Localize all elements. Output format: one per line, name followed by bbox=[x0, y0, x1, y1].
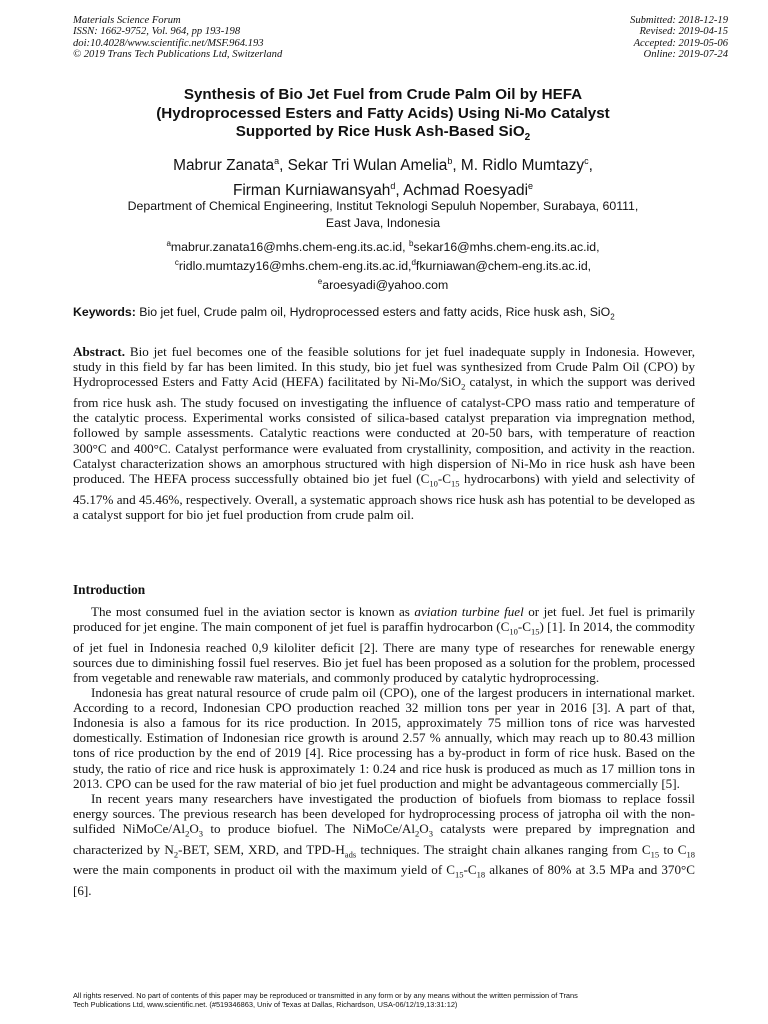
copyright-footer bbox=[73, 992, 713, 1009]
author-list bbox=[73, 151, 693, 201]
footer-line: Tech Publications Ltd, www.scientific.net. (#519346863, Univ of Texas at Dallas, Richardson, USA-06/12/19,13:31:12) bbox=[73, 999, 458, 1009]
author-affil-mark: b bbox=[447, 156, 453, 166]
keywords-subscript: 2 bbox=[610, 312, 615, 322]
paragraph-text: or jet fuel. Jet fuel is primarily produced for jet engine. The main component of jet fuel is paraffin hydrocarbon (C bbox=[73, 604, 696, 635]
subscript: 3 bbox=[428, 828, 433, 839]
email-mark: c bbox=[174, 258, 179, 268]
footer-line: All rights reserved. No part of contents of this paper may be reproduced or transmitted in any form or by any means without the written permission of Trans bbox=[73, 991, 578, 1000]
date-submitted: Submitted: 2018-12-19 bbox=[630, 15, 728, 26]
publication-dates bbox=[630, 15, 728, 61]
paragraph-text: The most consumed fuel in the aviation sector is known as bbox=[91, 604, 415, 619]
abstract bbox=[73, 344, 695, 522]
journal-issn: ISSN: 1662-9752, Vol. 964, pp 193-198 bbox=[73, 26, 241, 38]
subscript: 3 bbox=[198, 828, 204, 839]
paragraph-text: -C bbox=[463, 862, 477, 878]
author-affil-mark: a bbox=[274, 156, 280, 166]
paragraph-text: to C bbox=[659, 841, 687, 857]
author-separator: , bbox=[279, 157, 288, 175]
journal-doi: doi:10.4028/www.scientific.net/MSF.964.193 bbox=[73, 37, 264, 49]
date-revised: Revised: 2019-04-15 bbox=[639, 26, 728, 38]
paragraph-text: In recent years many researchers have investigated the production of biofuels from biomass to replace fossil energy sources. The previous research has been developed for hydroprocessing process of jatropha oil with the non-sulfided NiMoCe/Al bbox=[73, 790, 695, 836]
journal-header bbox=[73, 15, 728, 61]
email-link[interactable]: ridlo.mumtazy16@mhs.chem-eng.its.ac.id, bbox=[178, 259, 412, 274]
subscript: ads bbox=[344, 849, 357, 860]
subscript: 15 bbox=[531, 626, 540, 637]
abstract-text: catalyst, in which the support was derived from rice husk ash. The study focused on investigating the influence of catalyst-CPO mass ratio and temperature of the catalytic process. Experimental works consisted of silica-based catalyst preparation via impregnation method, followed by sample assessments. Catalytic reactions were conducted at 20-50 bars, with temperature of reaction 300°C and 400°C. Catalyst performance were evaluated from crystallinity, composition, and activity in the reaction. Catalyst characterization shows an amorphous structured with high dispersion of Ni-Mo in rice husk ash have been produced. The HEFA process successfully obtained bio jet fuel (C bbox=[73, 374, 695, 486]
paragraph-text: techniques. The straight chain alkanes ranging from C bbox=[356, 841, 651, 857]
keywords bbox=[73, 304, 703, 325]
paper-title bbox=[73, 86, 693, 148]
paragraph-text: -BET, SEM, XRD, and TPD-H bbox=[178, 841, 345, 857]
email-line bbox=[73, 255, 693, 274]
author-affil-mark: e bbox=[528, 181, 534, 192]
abstract-label: Abstract. bbox=[73, 344, 125, 359]
email-link[interactable]: aroesyadi@yahoo.com bbox=[322, 278, 449, 293]
author-affil-mark: c bbox=[584, 156, 589, 166]
subscript: 2 bbox=[185, 828, 190, 839]
paragraph bbox=[73, 604, 695, 685]
abstract-text: -C bbox=[437, 470, 451, 486]
paragraph-text: catalysts were prepared by impregnation and characterized by N bbox=[73, 820, 695, 857]
subscript: 18 bbox=[476, 869, 486, 880]
abstract-subscript: 15 bbox=[451, 478, 460, 489]
author-separator: , bbox=[395, 182, 404, 200]
journal-info bbox=[73, 15, 282, 61]
affiliation bbox=[73, 198, 693, 231]
affiliation-line: East Java, Indonesia bbox=[325, 215, 441, 230]
title-line: (Hydroprocessed Esters and Fatty Acids) Using Ni-Mo Catalyst bbox=[156, 104, 610, 122]
email-link[interactable]: fkurniawan@chem-eng.its.ac.id, bbox=[415, 259, 592, 274]
date-online: Online: 2019-07-24 bbox=[643, 49, 728, 61]
author-line bbox=[73, 151, 693, 176]
introduction-body bbox=[73, 604, 695, 898]
paragraph-text: to produce biofuel. The NiMoCe/Al bbox=[203, 820, 415, 836]
paragraph: Indonesia has great natural resource of crude palm oil (CPO), one of the largest producers in international market. According to a record, Indonesian CPO production reached 32 million tons per year in 2016 [3]. A part of that, Indonesia is also a famous for its rice production. In 2015, approximately 75 million tons of rice was harvested domestically. Estimation of Indonesian rice growth is around 2.57 % annually, which may reach up to 80.43 million tons of rice production by the end of 2019 [4]. Rice processing has a by-product in form of rice husk. Based on the study, the ratio of rice and rice husk is approximately 1: 0.24 and rice husk is produced as much as 17 million tons in 2013. CPO can be used for the raw material of bio jet fuel production and might be advantageous commercially [5]. bbox=[73, 685, 695, 791]
paragraph-text: were the main components in product oil with the maximum yield of C bbox=[73, 862, 456, 878]
email-link[interactable]: sekar16@mhs.chem-eng.its.ac.id, bbox=[413, 240, 600, 255]
author-separator: , bbox=[452, 157, 461, 175]
subscript: 2 bbox=[173, 849, 179, 860]
author-emails bbox=[73, 236, 693, 293]
abstract-text: Bio jet fuel becomes one of the feasible solutions for jet fuel inadequate supply in Indonesia. However, study in this field by far has been limited. In this study, bio jet fuel was synthesized from Crude Palm Oil (CPO) by Hydroprocessed Esters and Fatty Acid (HEFA) facilitated by Ni-Mo/SiO bbox=[73, 344, 695, 390]
subscript: 10 bbox=[509, 626, 518, 637]
title-line: Synthesis of Bio Jet Fuel from Crude Palm Oil by HEFA bbox=[183, 86, 583, 103]
journal-copyright: © 2019 Trans Tech Publications Ltd, Switzerland bbox=[73, 49, 283, 61]
paragraph-text: O bbox=[189, 820, 199, 836]
keywords-text: Bio jet fuel, Crude palm oil, Hydroprocessed esters and fatty acids, Rice husk ash, SiO bbox=[135, 305, 611, 319]
author-name: Achmad Roesyadi bbox=[403, 182, 528, 200]
subscript: 15 bbox=[650, 849, 660, 860]
keywords-label: Keywords: bbox=[73, 305, 136, 319]
author-name: Firman Kurniawansyah bbox=[232, 182, 391, 200]
email-mark: b bbox=[408, 239, 414, 248]
author-affil-mark: d bbox=[390, 181, 396, 192]
paragraph-text: alkanes of 80% at 3.5 MPa and 370°C [6]. bbox=[73, 862, 695, 899]
subscript: 2 bbox=[415, 828, 420, 839]
subscript: 18 bbox=[686, 849, 696, 860]
author-name: Sekar Tri Wulan Amelia bbox=[287, 157, 448, 175]
title-subscript: 2 bbox=[524, 132, 531, 144]
section-heading-introduction: Introduction bbox=[73, 582, 146, 597]
abstract-text: hydrocarbons) with yield and selectivity of 45.17% and 45.46%, respectively. Overall, a systematic approach shows rice husk ash has potential to be developed as a catalyst support for bio jet fuel production from crude palm oil. bbox=[73, 470, 695, 522]
abstract-subscript: 10 bbox=[429, 478, 438, 489]
title-line bbox=[73, 123, 693, 148]
author-name: M. Ridlo Mumtazy bbox=[460, 157, 585, 175]
emphasis-text: aviation turbine fuel bbox=[414, 604, 524, 619]
email-line bbox=[73, 236, 693, 255]
abstract-subscript: 2 bbox=[461, 381, 466, 392]
paragraph-text: -C bbox=[517, 619, 531, 635]
email-link[interactable]: mabrur.zanata16@mhs.chem-eng.its.ac.id, bbox=[170, 240, 406, 255]
paragraph-text: ) [1]. In 2014, the commodity of jet fuel in Indonesia reached 0,9 kiloliter deficit [2]. There are many type of researches for renewable energy sources due to diminishing fossil fuel reserves. Bio jet fuel has been proposed as a solution for the problem, processed from vegetable and renewable raw materials, and commonly produced by catalytic hydroprocessing. bbox=[73, 619, 695, 685]
email-mark: e bbox=[317, 277, 323, 287]
title-line3-text: Supported by Rice Husk Ash-Based SiO bbox=[235, 123, 525, 141]
subscript: 15 bbox=[455, 869, 464, 880]
email-mark: d bbox=[411, 258, 416, 268]
author-separator: , bbox=[588, 157, 593, 175]
journal-name: Materials Science Forum bbox=[73, 15, 181, 26]
affiliation-line: Department of Chemical Engineering, Institut Teknologi Sepuluh Nopember, Surabaya, 60111, bbox=[127, 199, 639, 213]
email-line bbox=[73, 274, 693, 293]
email-mark: a bbox=[166, 239, 171, 248]
date-accepted: Accepted: 2019-05-06 bbox=[633, 37, 728, 49]
paragraph bbox=[73, 791, 695, 898]
paragraph-text: O bbox=[419, 820, 429, 836]
author-name: Mabrur Zanata bbox=[173, 157, 275, 175]
